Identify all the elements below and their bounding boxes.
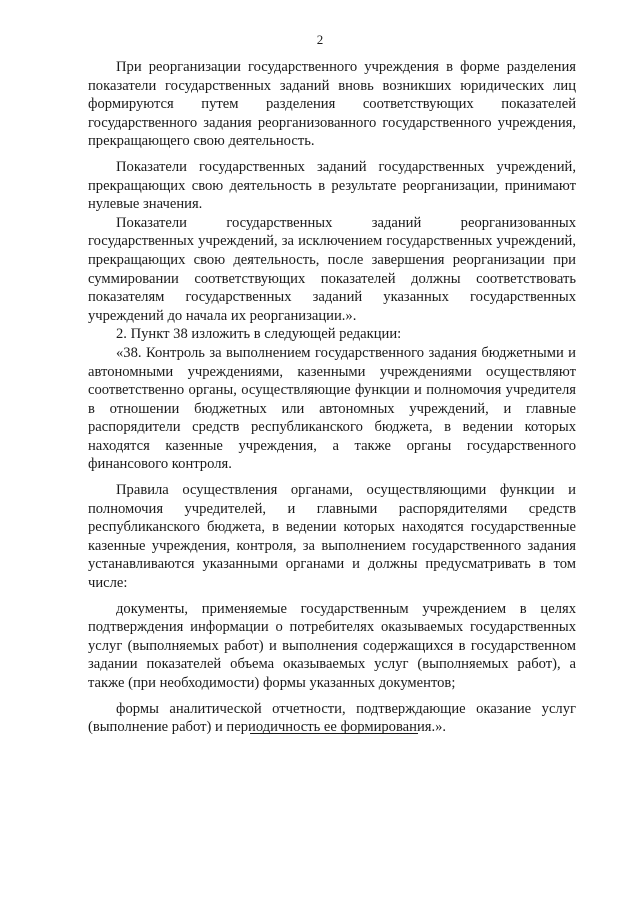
closing-rule xyxy=(250,733,418,734)
paragraph: документы, применяемые государственным учреждением в целях подтверждения информации о потребителях оказываемых государственных услуг (выполняемых работ) и выполнения содержащихся в государственном задании показателей объема оказываемых услуг (выполняемых работ), а также (при необходимости) формы указанных документов; xyxy=(88,600,576,691)
paragraph: Правила осуществления органами, осуществляющими функции и полномочия учредителей, и главными распорядителями средств республиканского бюджета, в ведении которых находятся государственные казенные учреждения, контроля, за выполнением государственного задания устанавливаются указанными органами и должны предусматривать в том числе: xyxy=(88,482,576,592)
document-body xyxy=(88,58,576,737)
paragraph: 2. Пункт 38 изложить в следующей редакции: xyxy=(116,326,402,343)
paragraph: При реорганизации государственного учреждения в форме разделения показатели государственных заданий вновь возникших юридических лиц формируются путем разделения соответствующих показателей государственного задания реорганизованного государственного учреждения, прекращающего свою деятельность. xyxy=(88,59,576,150)
paragraph: «38. Контроль за выполнением государственного задания бюджетными и автономными учреждениями, казенными учреждениями осуществляют соответственно органы, осуществляющие функции и полномочия учредителя в отношении бюджетных или автономных учреждений, и главные распорядители средств республиканского бюджета, в ведении которых находятся казенные учреждения, а также органы государственного финансового контроля. xyxy=(88,344,576,473)
paragraph: Показатели государственных заданий государственных учреждений, прекращающих свою деятельность в результате реорганизации, принимают нулевые значения. xyxy=(88,158,576,213)
paragraph: формы аналитической отчетности, подтверждающие оказание услуг (выполнение работ) и периодичность ее формирования.». xyxy=(88,700,576,736)
page-number: 2 xyxy=(316,32,324,47)
paragraph: Показатели государственных заданий реорганизованных государственных учреждений, за исключением государственных учреждений, прекращающих свою деятельность, после завершения реорганизации при суммировании соответствующих показателей должны соответствовать показателям государственных заданий указанных государственных учреждений до начала их реорганизации.». xyxy=(88,214,576,324)
